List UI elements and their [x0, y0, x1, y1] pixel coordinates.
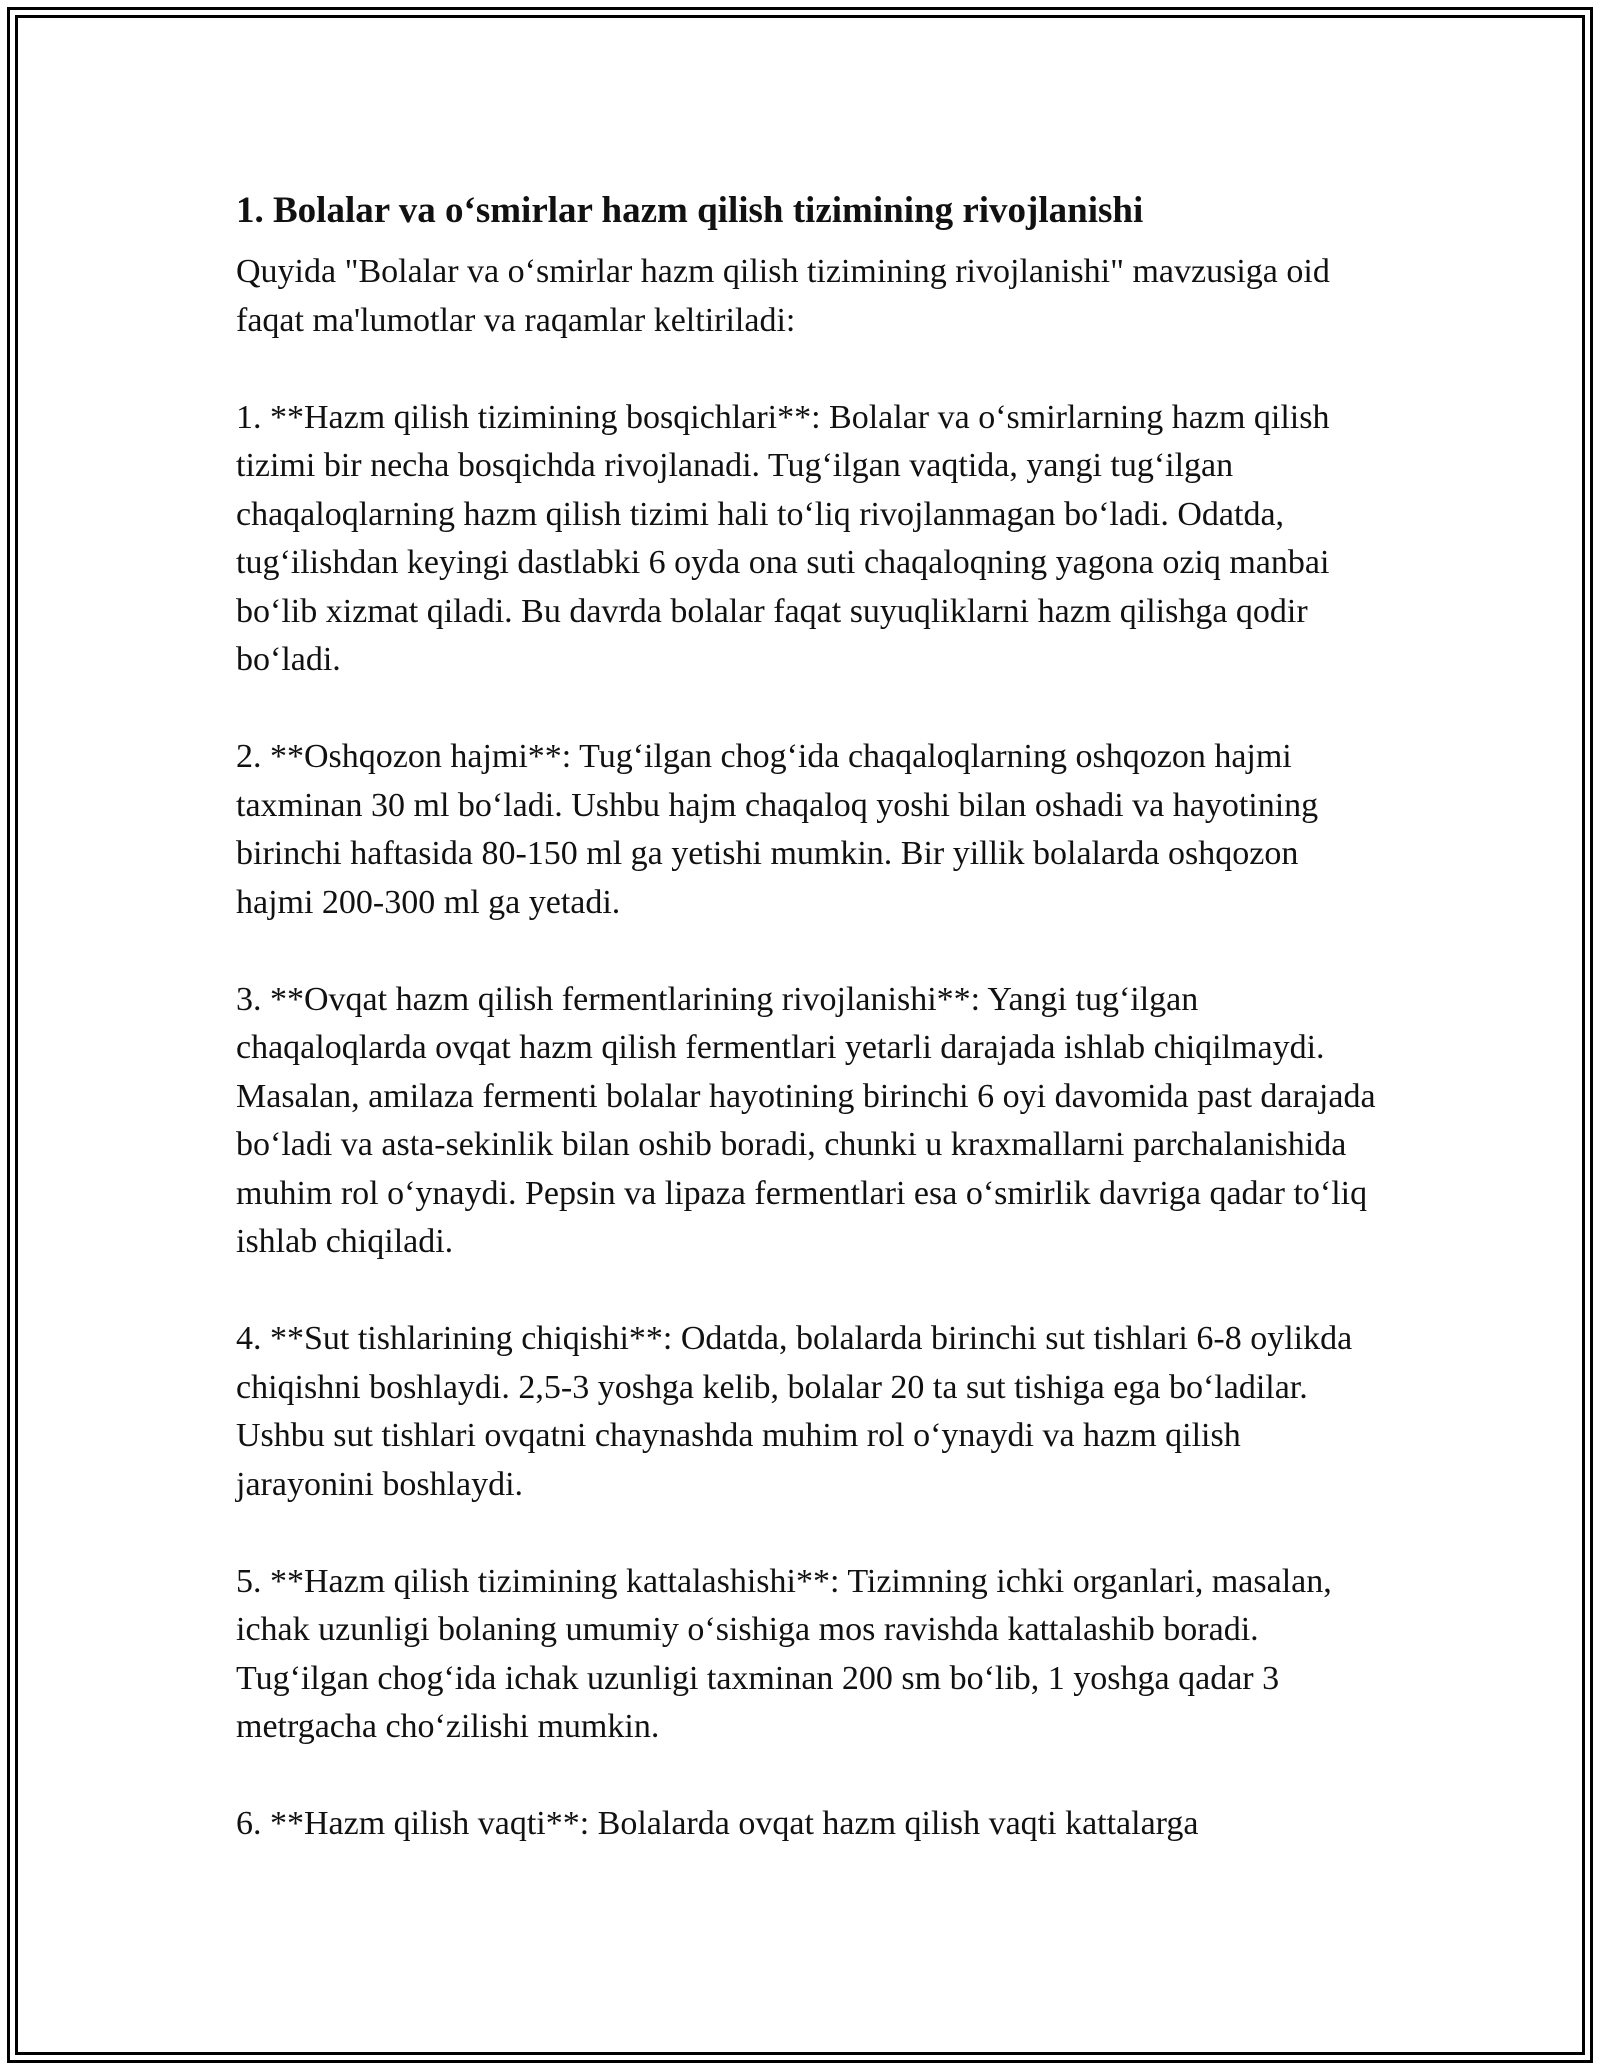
document-heading: 1. Bolalar va o‘smirlar hazm qilish tizimining rivojlanishi: [236, 190, 1144, 231]
document-body: [236, 186, 1376, 1897]
paragraph-stomach-volume: 2. **Oshqozon hajmi**: Tug‘ilgan chog‘ida chaqaloqlarning oshqozon hajmi taxminan 30 ml bo‘ladi. Ushbu hajm chaqaloq yoshi bilan oshadi va hayotining birinchi haftasida 80-150 ml ga yetishi mumkin. Bir yillik bolalarda oshqozon hajmi 200-300 ml ga yetadi.: [236, 738, 1319, 921]
paragraph-enzymes: 3. **Ovqat hazm qilish fermentlarining rivojlanishi**: Yangi tug‘ilgan chaqaloqlarda ovqat hazm qilish fermentlari yetarli darajada ishlab chiqilmaydi. Masalan, amilaza fermenti bolalar hayotining birinchi 6 oyi davomida past darajada bo‘ladi va asta-sekinlik bilan oshib boradi, chunki u kraxmallarni parchalanishida muhim rol o‘ynaydi. Pepsin va lipaza fermentlari esa o‘smirlik davriga qadar to‘liq ishlab chiqiladi.: [236, 980, 1376, 1260]
intro-paragraph: Quyida "Bolalar va o‘smirlar hazm qilish tizimining rivojlanishi" mavzusiga oid faqat ma'lumotlar va raqamlar keltiriladi:: [236, 253, 1330, 339]
paragraph-growth: 5. **Hazm qilish tizimining kattalashishi**: Tizimning ichki organlari, masalan, ichak uzunligi bolaning umumiy o‘sishiga mos ravishda kattalashib boradi. Tug‘ilgan chog‘ida ichak uzunligi taxminan 200 sm bo‘lib, 1 yoshga qadar 3 metrgacha cho‘zilishi mumkin.: [236, 1562, 1332, 1745]
paragraph-stages: 1. **Hazm qilish tizimining bosqichlari**: Bolalar va o‘smirlarning hazm qilish tizimi bir necha bosqichda rivojlanadi. Tug‘ilgan vaqtida, yangi tug‘ilgan chaqaloqlarning hazm qilish tizimi hali to‘liq rivojlanmagan bo‘ladi. Odatda, tug‘ilishdan keyingi dastlabki 6 oyda ona suti chaqaloqning yagona oziq manbai bo‘lib xizmat qiladi. Bu davrda bolalar faqat suyuqliklarni hazm qilishga qodir bo‘ladi.: [236, 398, 1330, 678]
paragraph-milk-teeth: 4. **Sut tishlarining chiqishi**: Odatda, bolalarda birinchi sut tishlari 6-8 oylikda chiqishni boshlaydi. 2,5-3 yoshga kelib, bolalar 20 ta sut tishiga ega bo‘ladilar. Ushbu sut tishlari ovqatni chaynashda muhim rol o‘ynaydi va hazm qilish jarayonini boshlaydi.: [236, 1320, 1353, 1503]
paragraph-digestion-time: 6. **Hazm qilish vaqti**: Bolalarda ovqat hazm qilish vaqti kattalarga: [236, 1805, 1199, 1842]
